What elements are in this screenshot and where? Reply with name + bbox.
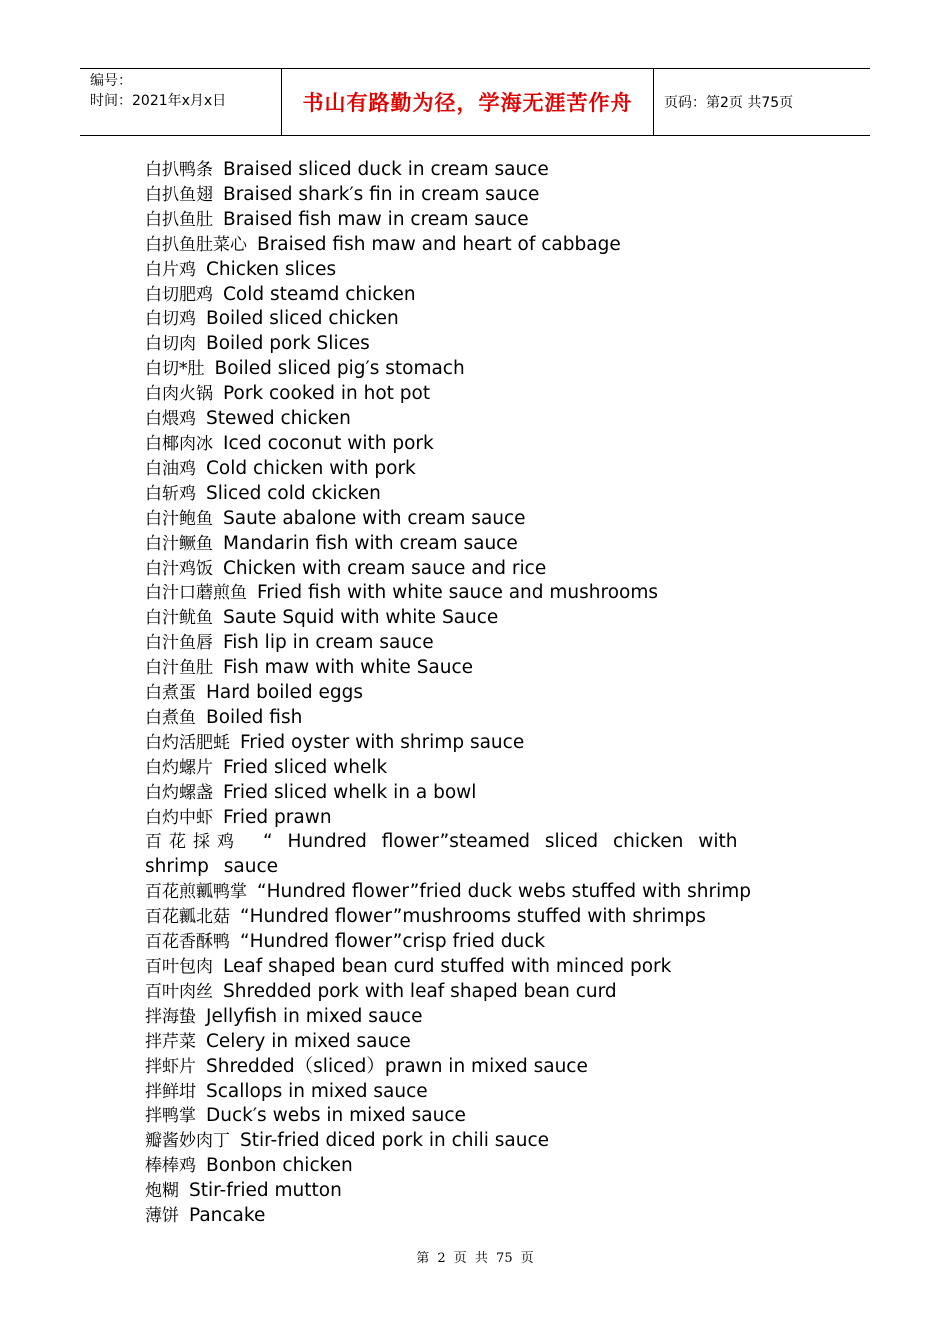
menu-entry: [145, 557, 809, 582]
dish-english-name: Pancake: [189, 1205, 266, 1227]
dish-english-name: Cold steamd chicken: [223, 283, 416, 305]
menu-entry: [145, 606, 809, 631]
menu-entry: [145, 631, 809, 656]
dish-english-name: Fried oyster with shrimp sauce: [240, 731, 525, 753]
dish-chinese-name: 白片鸡: [145, 259, 196, 280]
dish-chinese-name: 百叶包肉: [145, 957, 213, 977]
dish-english-name: Sliced cold ckicken: [206, 482, 381, 504]
menu-entry: [145, 532, 809, 557]
dish-chinese-name: 百花瓤北菇: [145, 907, 230, 928]
dish-chinese-name: 白灼螺盏: [145, 782, 213, 803]
menu-entry: [145, 507, 809, 532]
dish-chinese-name: 拌鲜坩: [145, 1081, 196, 1102]
menu-entry: [145, 482, 809, 507]
dish-english-name: Shredded（sliced）prawn in mixed sauce: [206, 1055, 588, 1077]
dish-chinese-name: 白油鸡: [145, 458, 196, 479]
dish-chinese-name: 薄饼: [145, 1206, 179, 1227]
dish-english-name: Fish lip in cream sauce: [223, 632, 434, 654]
menu-entry: [145, 332, 809, 357]
menu-entry: [145, 183, 809, 208]
document-date: 时间：2021年x月x日: [90, 93, 227, 109]
dish-english-name: Braised shark′s fin in cream sauce: [223, 183, 540, 205]
dish-chinese-name: 白汁鱼唇: [145, 633, 213, 654]
dish-english-name: Stewed chicken: [206, 408, 351, 430]
dish-english-name: “Hundred flower”fried duck webs stuffed with shrimp: [257, 881, 751, 903]
dish-english-name: Saute abalone with cream sauce: [223, 507, 526, 529]
menu-entry: [145, 1030, 809, 1055]
header-page-info: 页码：第2页 共75页: [664, 95, 794, 111]
dish-english-name: “Hundred flower”mushrooms stuffed with shrimps: [240, 906, 706, 928]
menu-entry: [145, 1129, 809, 1154]
dish-chinese-name: 百花採鸡: [145, 832, 241, 853]
dish-chinese-name: 拌海蛰: [145, 1006, 196, 1027]
dish-english-name: Braised sliced duck in cream sauce: [223, 159, 549, 180]
dish-chinese-name: 白煨鸡: [145, 409, 196, 430]
dish-english-name: Shredded pork with leaf shaped bean curd: [223, 980, 617, 1002]
dish-english-name: Boiled pork Slices: [206, 333, 370, 355]
dish-english-name: Leaf shaped bean curd stuffed with minced pork: [223, 956, 672, 977]
page-header: [80, 68, 870, 136]
dish-english-name: Braised fish maw and heart of cabbage: [257, 233, 621, 255]
dish-english-name: Iced coconut with pork: [223, 432, 434, 454]
menu-entry: [145, 681, 809, 706]
dish-chinese-name: 白汁鱿鱼: [145, 608, 213, 629]
dish-chinese-name: 白煮蛋: [145, 683, 196, 704]
dish-chinese-name: 白扒鱼肚菜心: [145, 234, 247, 255]
dish-chinese-name: 白灼螺片: [145, 757, 213, 778]
dish-chinese-name: 拌芹菜: [145, 1031, 196, 1052]
dish-english-name: Pork cooked in hot pot: [223, 383, 431, 405]
dish-chinese-name: 白汁鲍鱼: [145, 508, 213, 529]
dish-english-name: “Hundred flower”crisp fried duck: [240, 931, 546, 953]
menu-entry: [145, 581, 809, 606]
dish-chinese-name: 百花香酥鸭: [145, 932, 230, 953]
dish-chinese-name: 百花煎瓤鸭掌: [145, 882, 247, 903]
menu-entry: [145, 731, 809, 756]
menu-entry: [145, 830, 809, 880]
dish-english-name: Celery in mixed sauce: [206, 1030, 411, 1052]
dish-english-name: Fish maw with white Sauce: [223, 657, 474, 679]
menu-entry: [145, 1204, 809, 1229]
dish-chinese-name: 白汁鱼肚: [145, 658, 213, 679]
dish-english-name: Saute Squid with white Sauce: [223, 607, 499, 629]
dish-english-name: Stir-fried mutton: [189, 1180, 342, 1202]
page-footer: 第 2 页 共 75 页: [416, 1251, 534, 1266]
dish-english-name: Fried sliced whelk in a bowl: [223, 781, 477, 803]
dish-chinese-name: 白切肥鸡: [145, 284, 213, 305]
menu-entry: [145, 357, 809, 382]
menu-entry: [145, 283, 809, 308]
menu-entry: [145, 1080, 809, 1105]
dish-english-name: Mandarin fish with cream sauce: [223, 532, 518, 554]
dish-chinese-name: 炮糊: [145, 1181, 179, 1202]
menu-entry: [145, 258, 809, 283]
menu-entry: [145, 781, 809, 806]
menu-entry: [145, 1104, 809, 1129]
menu-entry: [145, 432, 809, 457]
dish-chinese-name: 白扒鱼翅: [145, 184, 213, 205]
dish-english-name: Jellyfish in mixed sauce: [206, 1005, 423, 1027]
dish-english-name: Fried sliced whelk: [223, 756, 388, 778]
menu-entry: [145, 756, 809, 781]
dish-chinese-name: 白汁鸡饭: [145, 558, 213, 579]
dish-chinese-name: 白椰肉冰: [145, 433, 213, 454]
dish-english-name: Boiled fish: [206, 706, 303, 728]
dish-chinese-name: 百叶肉丝: [145, 981, 213, 1002]
menu-entry: [145, 457, 809, 482]
dish-chinese-name: 白扒鸭条: [145, 160, 213, 180]
dish-english-name: Boiled sliced pig′s stomach: [214, 358, 465, 380]
dish-english-name: Braised fish maw in cream sauce: [223, 208, 529, 230]
dish-english-name: Bonbon chicken: [206, 1155, 353, 1177]
menu-list: [145, 158, 809, 1229]
menu-entry: [145, 806, 809, 831]
dish-chinese-name: 白切鸡: [145, 309, 196, 330]
menu-entry: [145, 880, 809, 905]
menu-entry: [145, 233, 809, 258]
dish-english-name: Fried fish with white sauce and mushrooms: [257, 582, 659, 604]
dish-english-name: Cold chicken with pork: [206, 457, 416, 479]
dish-english-name: “ Hundred flower”steamed sliced chicken with shrimp sauce: [145, 831, 738, 878]
menu-entry: [145, 307, 809, 332]
dish-english-name: Hard boiled eggs: [206, 682, 364, 704]
menu-entry: [145, 905, 809, 930]
dish-chinese-name: 白肉火锅: [145, 384, 213, 405]
menu-entry: [145, 208, 809, 233]
dish-chinese-name: 瓣酱妙肉丁: [145, 1131, 230, 1152]
header-motto: 书山有路勤为径，学海无涯苦作舟: [282, 69, 654, 135]
dish-english-name: Duck′s webs in mixed sauce: [206, 1105, 466, 1127]
menu-entry: [145, 1005, 809, 1030]
dish-chinese-name: 拌虾片: [145, 1056, 196, 1077]
dish-chinese-name: 白灼中虾: [145, 807, 213, 828]
dish-chinese-name: 白斩鸡: [145, 483, 196, 504]
dish-english-name: Chicken slices: [206, 258, 337, 280]
menu-entry: [145, 407, 809, 432]
dish-chinese-name: 白灼活肥蚝: [145, 732, 230, 753]
dish-chinese-name: 拌鸭掌: [145, 1106, 196, 1127]
dish-chinese-name: 白切肉: [145, 334, 196, 355]
dish-english-name: Stir-fried diced pork in chili sauce: [240, 1130, 550, 1152]
menu-entry: [145, 980, 809, 1005]
dish-chinese-name: 白切*肚: [145, 359, 205, 380]
header-meta: [80, 69, 282, 135]
menu-entry: [145, 1179, 809, 1204]
menu-entry: [145, 706, 809, 731]
dish-english-name: Chicken with cream sauce and rice: [223, 557, 547, 579]
menu-entry: [145, 656, 809, 681]
dish-english-name: Fried prawn: [223, 806, 332, 828]
dish-chinese-name: 白汁口蘑煎鱼: [145, 583, 247, 604]
dish-chinese-name: 白扒鱼肚: [145, 209, 213, 230]
dish-chinese-name: 白汁鳜鱼: [145, 533, 213, 554]
menu-entry: [145, 382, 809, 407]
menu-entry: [145, 955, 809, 980]
menu-entry: [145, 158, 809, 183]
dish-chinese-name: 棒棒鸡: [145, 1156, 196, 1177]
menu-entry: [145, 1055, 809, 1080]
dish-english-name: Boiled sliced chicken: [206, 308, 399, 330]
dish-chinese-name: 白煮鱼: [145, 707, 196, 728]
menu-entry: [145, 1154, 809, 1179]
dish-english-name: Scallops in mixed sauce: [206, 1080, 428, 1102]
document-number-label: 编号：: [90, 73, 132, 89]
menu-entry: [145, 930, 809, 955]
